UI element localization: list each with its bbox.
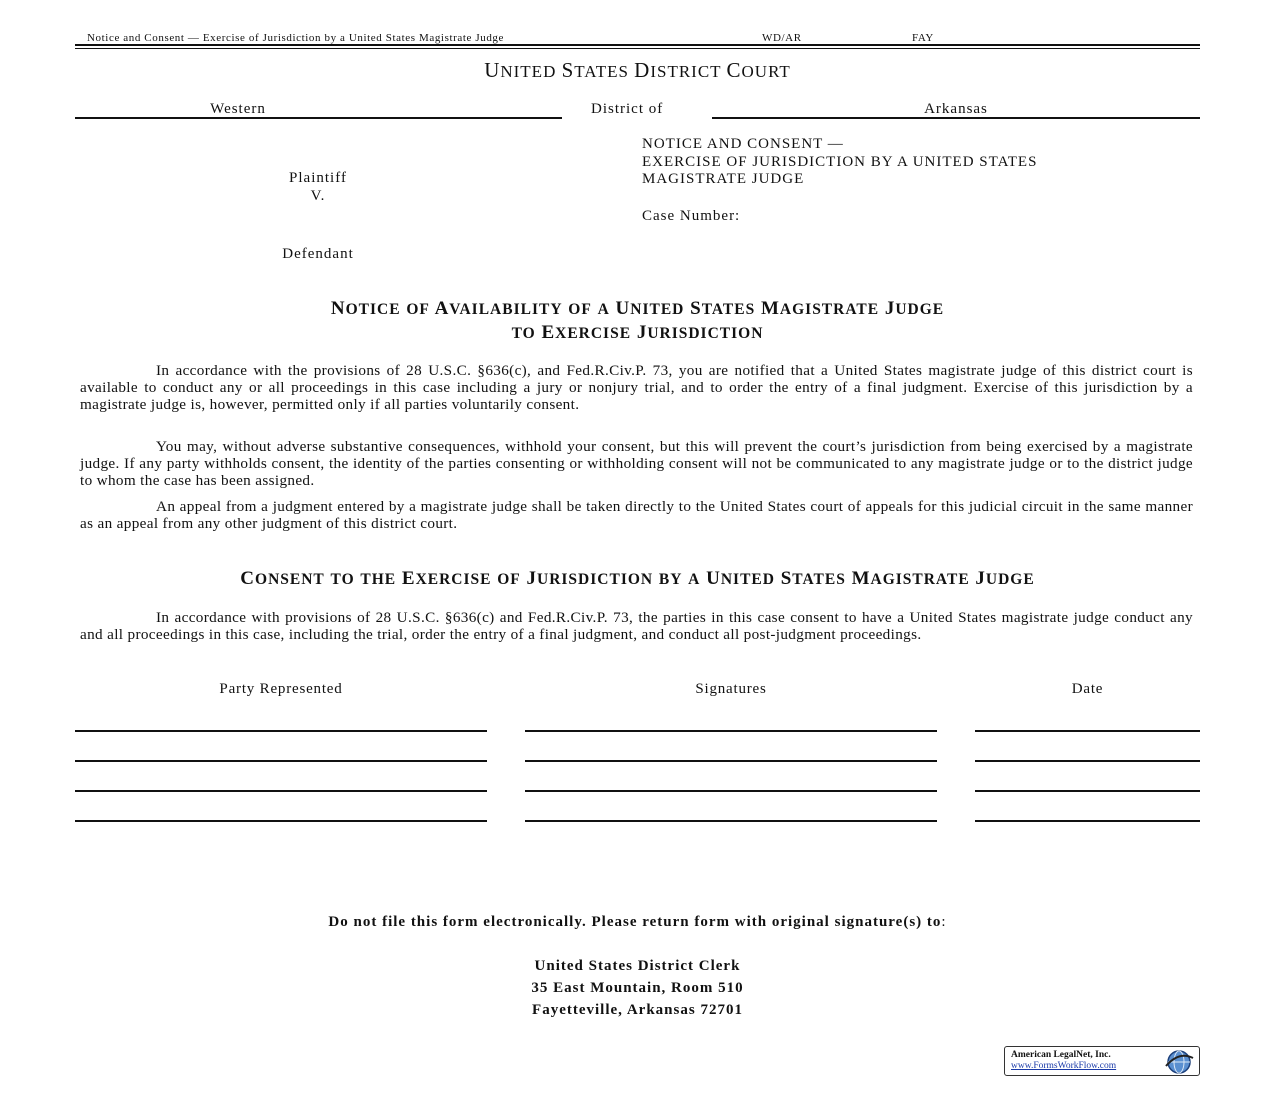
header-rule-bottom — [75, 48, 1200, 49]
date-line[interactable] — [975, 760, 1200, 762]
notice-caption-line-1: NOTICE AND CONSENT — — [642, 136, 844, 152]
notice-paragraph-1: In accordance with the provisions of 28 U.S.C. §636(c), and Fed.R.Civ.P. 73, you are notified that a United States magistrate judge of this district court is available to conduct any or all proceedings in this case including a jury or nonjury trial, and to order the entry of a final judgment. Exercise of this jurisdiction by a magistrate judge is, however, permitted only if all parties voluntarily consent. — [80, 362, 1193, 413]
versus-label: V. — [310, 188, 326, 204]
date-header: Date — [1071, 681, 1104, 697]
consent-paragraph: In accordance with provisions of 28 U.S.C. §636(c) and Fed.R.Civ.P. 73, the parties in this case consent to have a United States magistrate judge conduct any and all proceedings in this case, including the trial, order the entry of a final judgment, and conduct all post-judgment proceedings. — [80, 609, 1193, 643]
defendant-label: Defendant — [282, 246, 354, 262]
notice-caption-line-2: EXERCISE OF JURISDICTION BY A UNITED STATES — [642, 154, 1038, 170]
signature-line[interactable] — [525, 760, 937, 762]
branding-logo — [1004, 1046, 1200, 1076]
header-rule-top — [75, 44, 1200, 46]
notice-section-title-2: TO EXERCISE JURISDICTION — [511, 322, 764, 343]
form-header-title: Notice and Consent — Exercise of Jurisdiction by a United States Magistrate Judge — [87, 32, 505, 44]
branding-company: American LegalNet, Inc. — [1011, 1050, 1111, 1060]
clerk-address-line-3: Fayetteville, Arkansas 72701 — [532, 1002, 743, 1018]
district-code: WD/AR — [762, 32, 802, 44]
party-line[interactable] — [75, 730, 487, 732]
date-line[interactable] — [975, 730, 1200, 732]
consent-section-title: CONSENT TO THE EXERCISE OF JURISDICTION BY A UNITED STATES MAGISTRATE JUDGE — [240, 568, 1035, 589]
party-line[interactable] — [75, 790, 487, 792]
case-number-label: Case Number: — [642, 208, 741, 224]
signature-line[interactable] — [525, 820, 937, 822]
date-line[interactable] — [975, 820, 1200, 822]
party-line[interactable] — [75, 820, 487, 822]
district-of-label: District of — [591, 101, 664, 117]
branding-url[interactable]: www.FormsWorkFlow.com — [1011, 1061, 1117, 1071]
notice-section-title-1: NOTICE OF AVAILABILITY OF A UNITED STATES MAGISTRATE JUDGE — [330, 298, 945, 319]
globe-icon — [1162, 1049, 1196, 1075]
notice-paragraph-3: An appeal from a judgment entered by a magistrate judge shall be taken directly to the United States court of appeals for this judicial circuit in the same manner as an appeal from any other judgment of this district court. — [80, 498, 1193, 532]
clerk-address-line-2: 35 East Mountain, Room 510 — [531, 980, 744, 996]
date-line[interactable] — [975, 790, 1200, 792]
clerk-address-line-1: United States District Clerk — [534, 958, 741, 974]
signature-line[interactable] — [525, 790, 937, 792]
signature-line[interactable] — [525, 730, 937, 732]
plaintiff-label: Plaintiff — [289, 170, 347, 186]
notice-caption-line-3: MAGISTRATE JUDGE — [642, 171, 805, 187]
party-line[interactable] — [75, 760, 487, 762]
district-prefix-field[interactable]: Western — [210, 101, 266, 117]
division-code: FAY — [912, 32, 934, 44]
party-represented-header: Party Represented — [219, 681, 343, 697]
district-prefix-underline — [75, 117, 562, 119]
filing-instruction: Do not file this form electronically. Please return form with original signature(s) to: — [328, 914, 947, 930]
signatures-header: Signatures — [695, 681, 767, 697]
notice-paragraph-2: You may, without adverse substantive consequences, withhold your consent, but this will prevent the court’s jurisdiction from being exercised by a magistrate judge. If any party withholds consent, the identity of the parties consenting or withholding consent will not be communicated to any magistrate judge or to the district judge to whom the case has been assigned. — [80, 438, 1193, 489]
state-field[interactable]: Arkansas — [924, 101, 988, 117]
court-title: UNITED STATES DISTRICT COURT — [484, 58, 791, 82]
state-underline — [712, 117, 1200, 119]
